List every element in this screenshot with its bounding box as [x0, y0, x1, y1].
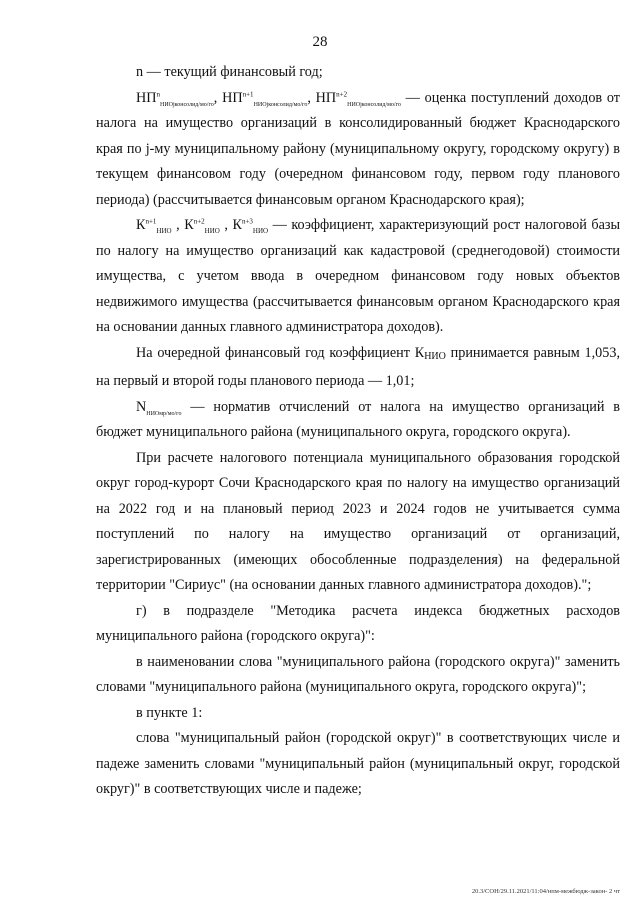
- paragraph-n-definition: n — текущий финансовый год;: [136, 64, 323, 80]
- paragraph-k-value: На очередной финансовый год коэффициент КНИО принимается равным 1,053, на первый и второй годы планового периода — 1,01;: [96, 344, 620, 389]
- paragraph-np-definition: $НП^n_{НИОjконсолид/мо/го}$, $НП^{n+1}_{НИОjконсолид/мо/го}$, $НП^{n+2}_{НИОjконсолид/мо/го}$ — оценка поступлений доходов от налога на имущество организаций в консолидированный бюджет Краснодарского края по j-му муниципальному району (муниципальному округу, городскому округу) в текущем финансовом году (очередном финансовом году, первом году планового периода) (рассчитывается финансовым органом Краснодарского края);: [96, 89, 621, 208]
- page-number: 28: [312, 34, 328, 50]
- formula-np: $НП^n_{НИОjконсолид/мо/го}$, $НП^{n+1}_{НИОjконсолид/мо/го}$, $НП^{n+2}_{НИОjконсолид/мо/го}$: [136, 89, 401, 108]
- paragraph-item-1: в пункте 1:: [136, 704, 203, 721]
- paragraph-subsection-g: г) в подразделе "Методика расчета индекса бюджетных расходов муниципального района (городского округа)":: [96, 602, 620, 644]
- paragraph-sochi: При расчете налогового потенциала муниципального образования городской округ город-курорт Сочи Краснодарского края по налогу на имущество организаций на 2022 год и на плановый период 2023 и 2024 годов не учитывается сумма поступлений по налогу на имущество организаций от организаций, зарегистрированных (имеющих обособленные подразделения) на федеральной территории "Сириус" (на основании данных главного администратора доходов).";: [96, 449, 620, 593]
- paragraph-replace-words: слова "муниципальный район (городской округ)" в соответствующих числе и падеже заменить словами "муниципальный район (муниципальный округ, городской округ)" в соответствующих числе и падеже;: [96, 730, 620, 797]
- formula-k: $К^{n+1}_{НИО}$ , $К^{n+2}_{НИО}$ , $К^{n+3}_{НИО}$: [136, 217, 269, 235]
- paragraph-rename: в наименовании слова "муниципального района (городского округа)" заменить словами "муниципального района (муниципального округа, городского округа)";: [96, 653, 620, 695]
- document-body: [96, 60, 620, 803]
- paragraph-n-norm: $N_{НИОмр/мо/го}$ — норматив отчислений от налога на имущество организаций в бюджет муниципального района (муниципального округа, городского округа).: [96, 398, 620, 440]
- paragraph-k-definition: $К^{n+1}_{НИО}$ , $К^{n+2}_{НИО}$ , $К^{n+3}_{НИО}$ — коэффициент, характеризующий рост налоговой базы по налогу на имущество организаций как кадастровой (среднегодовой) стоимости имущества, с учетом ввода в очередном финансовом году новых объектов недвижимого имущества (рассчитывается финансовым органом Краснодарского края на основании данных главного администратора доходов).: [96, 217, 621, 335]
- footer-doc-code: 20.3/СОН/29.11.2021/11:04/нпм-межбюдж-закон- 2 чт: [471, 888, 620, 895]
- formula-n: $N_{НИОмр/мо/го}$: [136, 398, 182, 417]
